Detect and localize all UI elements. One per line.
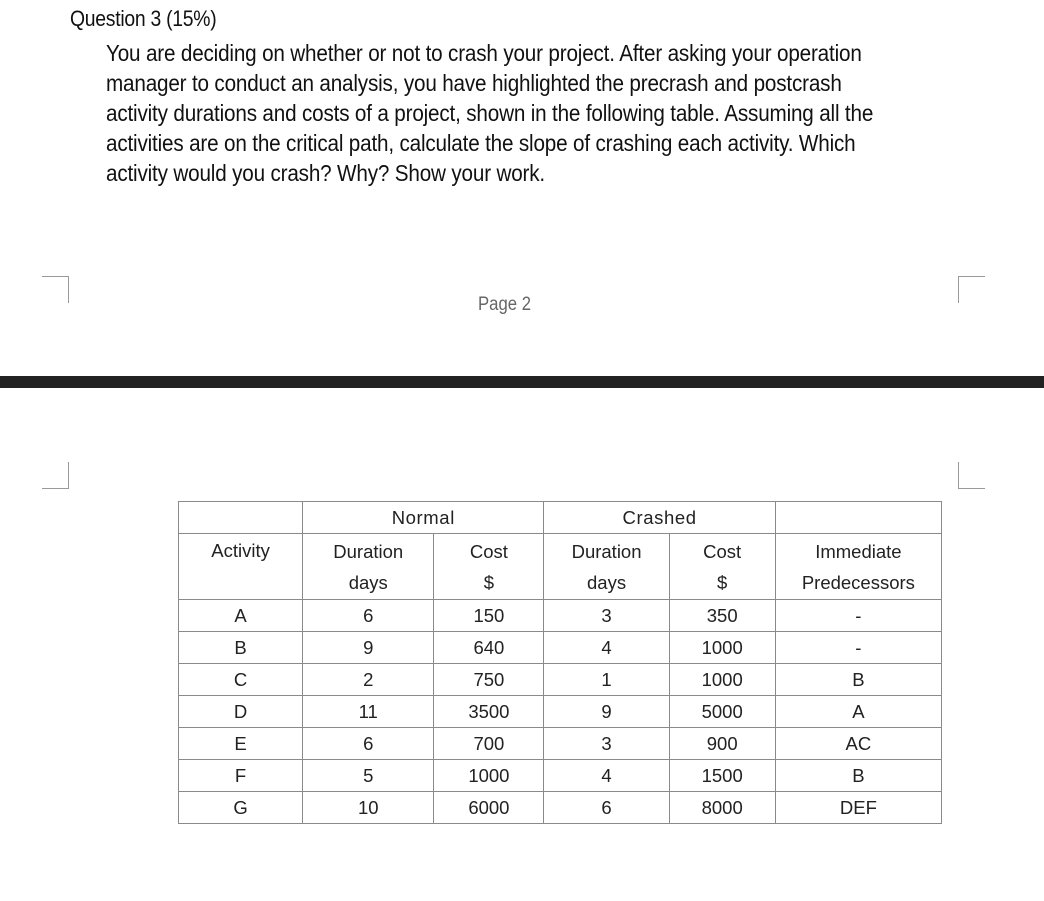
normal-cost-cell: 750	[434, 664, 544, 696]
question-body: You are deciding on whether or not to crash your project. After asking your operation manager to conduct an analysis, you have highlighted the precrash and postcrash activity durations and costs of a project, shown in the following table. Assuming all the activities are on the critical path, calculate the slope of crashing each activity. Which activity would you crash? Why? Show your work.	[106, 40, 874, 186]
crashed-cost-cell: 1000	[669, 632, 775, 664]
crashed-duration-cell: 4	[544, 760, 669, 792]
table-row	[179, 696, 942, 728]
normal-duration-cell: 2	[303, 664, 434, 696]
activity-cell: B	[179, 632, 303, 664]
predecessors-header: Immediate Predecessors	[775, 534, 941, 600]
activity-header: Activity	[179, 534, 303, 600]
normal-group-header: Normal	[303, 502, 544, 534]
crashed-duration-cell: 4	[544, 632, 669, 664]
normal-duration-cell: 9	[303, 632, 434, 664]
table-row	[179, 728, 942, 760]
activity-cell: G	[179, 792, 303, 824]
normal-cost-cell: 150	[434, 600, 544, 632]
page-corner-mark	[958, 276, 985, 303]
crashed-duration-cell: 1	[544, 664, 669, 696]
page-corner-mark	[42, 462, 69, 489]
predecessors-cell: AC	[775, 728, 941, 760]
crashed-cost-cell: 900	[669, 728, 775, 760]
crashed-cost-cell: 5000	[669, 696, 775, 728]
crashed-duration-cell: 9	[544, 696, 669, 728]
normal-duration-cell: 11	[303, 696, 434, 728]
table-row	[179, 664, 942, 696]
page-number-label: Page 2	[478, 294, 532, 315]
crash-cost-table	[178, 501, 942, 824]
table-row	[179, 600, 942, 632]
activity-cell: D	[179, 696, 303, 728]
normal-duration-cell: 5	[303, 760, 434, 792]
activity-cell: C	[179, 664, 303, 696]
crashed-duration-cell: 6	[544, 792, 669, 824]
normal-cost-cell: 3500	[434, 696, 544, 728]
predecessors-cell: A	[775, 696, 941, 728]
predecessors-cell: B	[775, 760, 941, 792]
crashed-cost-cell: 1500	[669, 760, 775, 792]
normal-duration-cell: 6	[303, 728, 434, 760]
activity-cell: F	[179, 760, 303, 792]
normal-cost-cell: 700	[434, 728, 544, 760]
crashed-cost-cell: 8000	[669, 792, 775, 824]
predecessors-cell: -	[775, 632, 941, 664]
table-row	[179, 760, 942, 792]
normal-duration-header: Duration days	[303, 534, 434, 600]
crashed-cost-cell: 1000	[669, 664, 775, 696]
predecessors-cell: B	[775, 664, 941, 696]
crashed-duration-cell: 3	[544, 600, 669, 632]
normal-cost-cell: 1000	[434, 760, 544, 792]
page-corner-mark	[958, 462, 985, 489]
crashed-cost-cell: 350	[669, 600, 775, 632]
column-header-row	[179, 534, 942, 600]
empty-header-cell	[775, 502, 941, 534]
activity-cell: A	[179, 600, 303, 632]
table-row	[179, 792, 942, 824]
normal-duration-cell: 6	[303, 600, 434, 632]
normal-cost-cell: 6000	[434, 792, 544, 824]
page-corner-mark	[42, 276, 69, 303]
normal-cost-cell: 640	[434, 632, 544, 664]
page-break-divider	[0, 376, 1044, 388]
table-body	[179, 600, 942, 824]
empty-header-cell	[179, 502, 303, 534]
activity-cell: E	[179, 728, 303, 760]
normal-duration-cell: 10	[303, 792, 434, 824]
question-title: Question 3 (15%)	[70, 6, 217, 31]
crashed-duration-header: Duration days	[544, 534, 669, 600]
predecessors-cell: DEF	[775, 792, 941, 824]
group-header-row	[179, 502, 942, 534]
crashed-duration-cell: 3	[544, 728, 669, 760]
crashed-cost-header: Cost $	[669, 534, 775, 600]
crashed-group-header: Crashed	[544, 502, 775, 534]
table-row	[179, 632, 942, 664]
predecessors-cell: -	[775, 600, 941, 632]
normal-cost-header: Cost $	[434, 534, 544, 600]
